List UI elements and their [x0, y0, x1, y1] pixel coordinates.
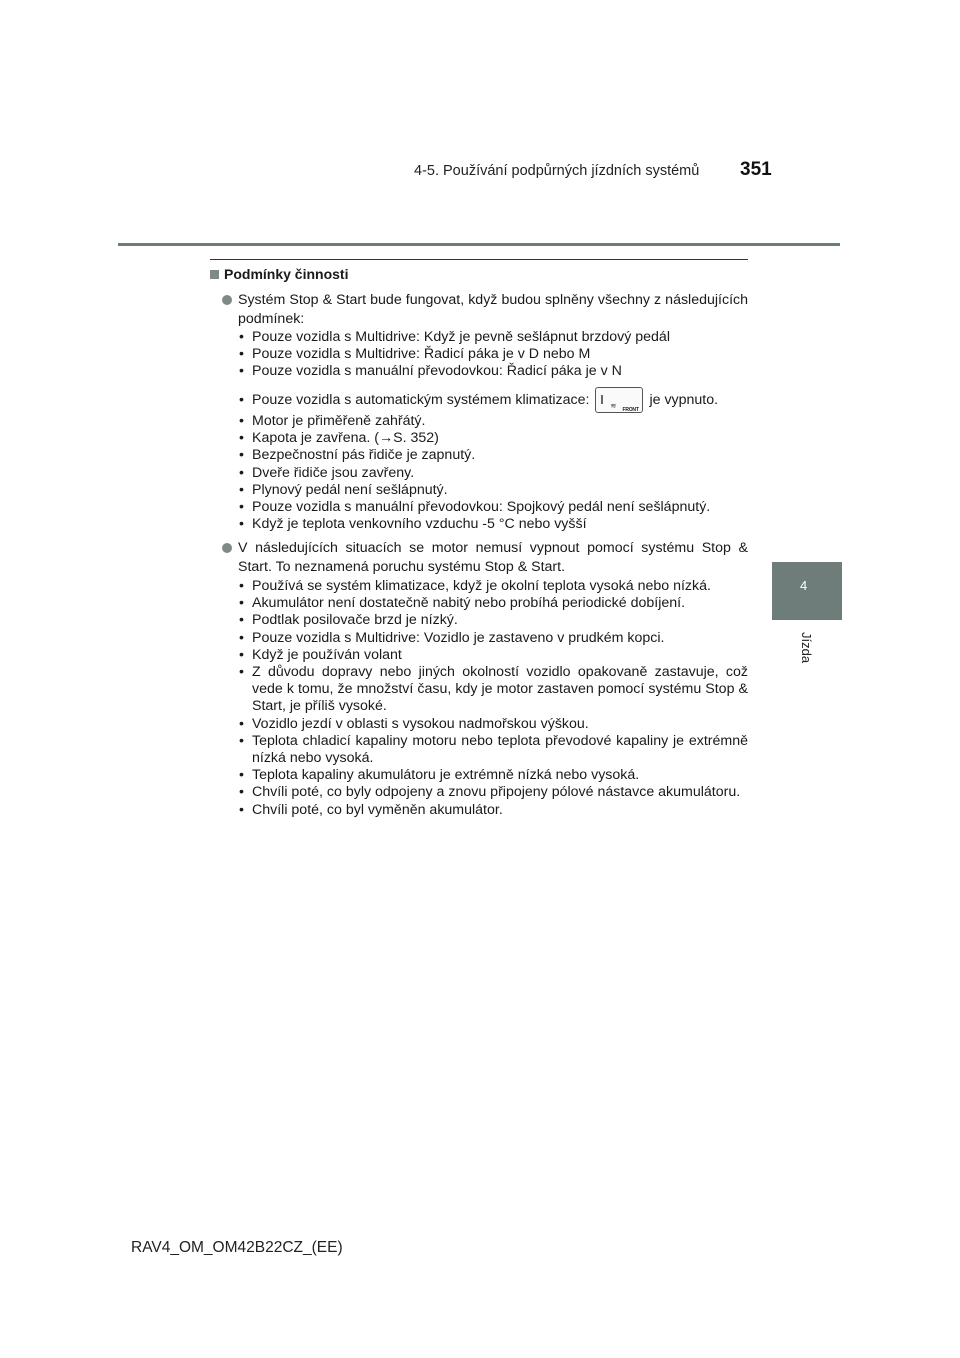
front-defog-button-icon: ≋ FRONT	[595, 387, 643, 413]
document-code: RAV4_OM_OM42B22CZ_(EE)	[131, 1239, 343, 1256]
list-item: • Bezpečnostní pás řidiče je zapnutý.	[239, 447, 476, 464]
circle-bullet-icon	[222, 295, 232, 305]
list-item: • Chvíli poté, co byly odpojeny a znovu připojeny pólové nástavce akumulátoru.	[239, 784, 741, 801]
section-heading-text: Podmínky činnosti	[224, 266, 349, 282]
header-rule	[118, 243, 840, 246]
list-item-climate: • Pouze vozidla s automatickým systémem klimatizace: ≋ FRONT je vypnuto.	[239, 386, 748, 414]
list-item: • Pouze vozidla s Multidrive: Vozidlo je zastaveno v prudkém kopci.	[239, 629, 665, 646]
exceptions-list	[239, 578, 748, 819]
list-item: • Motor je přiměřeně zahřátý.	[239, 413, 426, 429]
list-item: • Pouze vozidla s Multidrive: Řadicí páka je v D nebo M	[239, 346, 591, 363]
paragraph-text: Systém Stop & Start bude fungovat, když budou splněny všechny z následujících podmínek:	[238, 292, 748, 327]
list-item: • Podtlak posilovače brzd je nízký.	[239, 612, 458, 629]
list-item: • Když je používán volant	[239, 646, 402, 663]
conditions-list-a	[239, 329, 748, 381]
square-bullet-icon	[210, 270, 219, 279]
list-item: • Když je teplota venkovního vzduchu -5 °C nebo vyšší	[239, 516, 587, 533]
ac-item-before: Pouze vozidla s automatickým systémem klimatizace:	[252, 392, 590, 408]
list-item: • Teplota kapaliny akumulátoru je extrémně nízká nebo vysoká.	[239, 767, 640, 784]
paragraph-text: V následujících situacích se motor nemusí vypnout pomocí systému Stop & Start. To neznamená poruchu systému Stop & Start.	[238, 540, 748, 575]
list-item: • Kapota je zavřena. (→S. 352)	[239, 430, 439, 447]
section-heading	[210, 266, 348, 282]
list-item: • Dveře řidiče jsou zavřeny.	[239, 464, 415, 481]
list-item: • Z důvodu dopravy nebo jiných okolností vozidlo opakovaně zastavuje, což vede k tomu, že množství času, kdy je motor zastaven pomocí systému Stop & Start, je příliš vysoké.	[239, 664, 748, 715]
ac-item-after: je vypnuto.	[649, 392, 719, 408]
paragraph-exceptions	[222, 539, 748, 576]
paragraph-conditions	[222, 291, 748, 328]
list-item: • Pouze vozidla s manuální převodovkou: Spojkový pedál není sešlápnutý.	[239, 499, 711, 516]
section-title: 4-5. Používání podpůrných jízdních systémů	[414, 163, 700, 179]
list-item: • Plynový pedál není sešlápnutý.	[239, 481, 448, 498]
chapter-number: 4	[800, 578, 808, 593]
conditions-list-b	[239, 413, 748, 533]
list-item: • Pouze vozidla s manuální převodovkou: Řadicí páka je v N	[239, 363, 622, 380]
section-rule	[210, 259, 748, 260]
page-number: 351	[740, 159, 772, 180]
chapter-label: Jízda	[799, 632, 814, 664]
list-item: • Teplota chladicí kapaliny motoru nebo teplota převodové kapaliny je extrémně nízká nebo vysoká.	[239, 732, 748, 767]
circle-bullet-icon	[222, 543, 232, 553]
list-item: • Používá se systém klimatizace, když je okolní teplota vysoká nebo nízká.	[239, 578, 711, 594]
list-item: • Chvíli poté, co byl vyměněn akumulátor.	[239, 801, 503, 818]
list-item: • Pouze vozidla s Multidrive: Když je pevně sešlápnut brzdový pedál	[239, 329, 670, 345]
list-item: • Akumulátor není dostatečně nabitý nebo probíhá periodické dobíjení.	[239, 595, 686, 612]
list-item: • Vozidlo jezdí v oblasti s vysokou nadmořskou výškou.	[239, 715, 589, 732]
